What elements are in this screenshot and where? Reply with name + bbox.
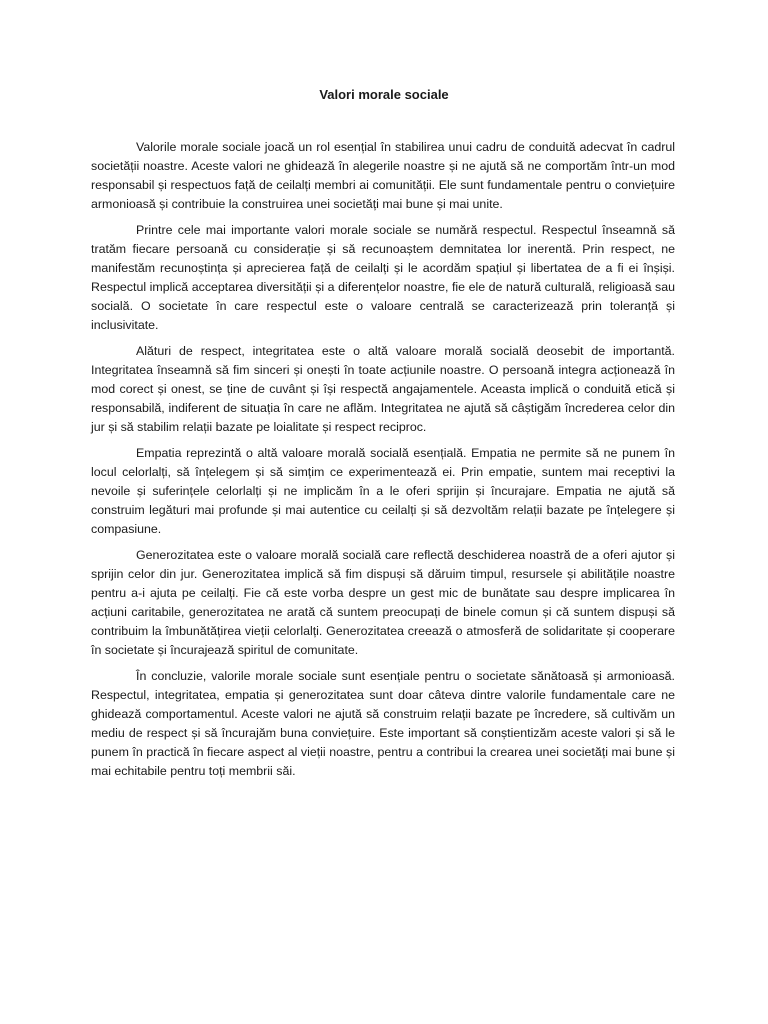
paragraph-conclusion: În concluzie, valorile morale sociale sunt esențiale pentru o societate sănătoasă și armonioasă. Respectul, integritatea, empatia și generozitatea sunt doar câteva dintre valorile fundamentale care ne ghidează comportamentul. Aceste valori ne ajută să construim relații bazate pe încredere, să cultivăm un mediu de respect și să încurajăm buna conviețuire. Este important să conștientizăm aceste valori și să le punem în practică în fiecare aspect al vieții noastre, pentru a contribui la crearea unei societăți mai bune și mai echitabile pentru toți membrii săi. [91,669,675,778]
paragraph-generosity: Generozitatea este o valoare morală socială care reflectă deschiderea noastră de a oferi ajutor și sprijin celor din jur. Generozitatea implică să fim dispuși să dăruim timpul, resursele și abilitățile noastre pentru a-i ajuta pe ceilalți. Fie că este vorba despre un gest mic de bunătate sau despre implicarea în acțiuni caritabile, generozitatea ne arată că suntem preocupați de binele comun și că suntem dispuși să contribuim la îmbunătățirea vieții celorlalți. Generozitatea creează o atmosferă de solidaritate și cooperare în societate și încurajează spiritul de comunitate. [91,548,675,657]
paragraph-integrity: Alături de respect, integritatea este o altă valoare morală socială deosebit de importantă. Integritatea înseamnă să fim sinceri și onești în toate acțiunile noastre. O persoană integra acționează în mod corect și onest, se ține de cuvânt și își respectă angajamentele. Aceasta implică o conduită etică și responsabilă, indiferent de situația în care ne aflăm. Integritatea ne ajută să câștigăm încrederea celor din jur și să stabilim relații bazate pe loialitate și respect reciproc. [91,344,675,434]
document-body [91,138,675,788]
paragraph-intro: Valorile morale sociale joacă un rol esențial în stabilirea unui cadru de conduită adecvat în cadrul societății noastre. Aceste valori ne ghidează în alegerile noastre și ne ajută să ne comportăm într-un mod responsabil și respectuos față de ceilalți membri ai comunității. Ele sunt fundamentale pentru o conviețuire armonioasă și contribuie la construirea unei societăți mai bune și mai unite. [91,140,675,211]
paragraph-respect: Printre cele mai importante valori morale sociale se numără respectul. Respectul înseamnă să tratăm fiecare persoană cu considerație și să recunoaștem demnitatea lor inerentă. Prin respect, ne manifestăm recunoștința și aprecierea față de ceilalți și le acordăm spațiul și libertatea de a fi ei înșiși. Respectul implică acceptarea diversității și a diferențelor noastre, fie ele de natură culturală, religioasă sau socială. O societate în care respectul este o valoare centrală se caracterizează prin toleranță și inclusivitate. [91,223,675,332]
paragraph-empathy: Empatia reprezintă o altă valoare morală socială esențială. Empatia ne permite să ne punem în locul celorlalți, să înțelegem și să simțim ce experimentează ei. Prin empatie, suntem mai receptivi la nevoile și suferințele celorlalți și ne implicăm în a le oferi sprijin și încurajare. Empatia ne ajută să construim legături mai profunde și mai autentice cu ceilalți și să dezvoltăm relații bazate pe înțelegere și compasiune. [91,446,675,536]
document-title: Valori morale sociale [319,87,449,102]
